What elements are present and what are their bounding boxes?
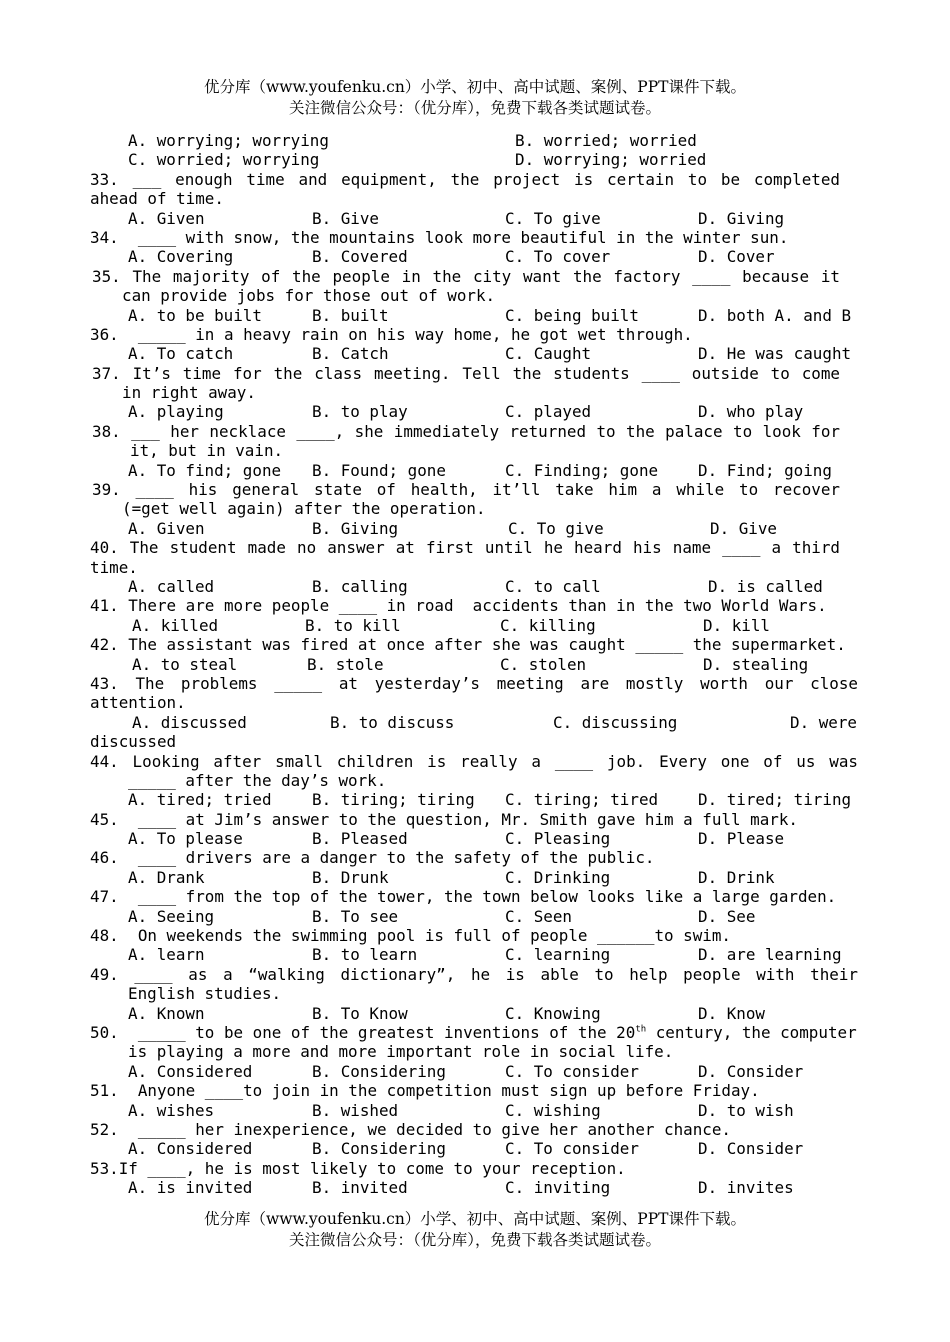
text-line [0,247,950,266]
superscript: th [635,1024,647,1035]
question-list [0,131,950,1197]
text-segment: B. invited [312,1178,408,1198]
text-line [0,344,950,363]
text-line [0,1101,950,1120]
text-line [0,907,950,926]
text-segment: 35. The majority of the people in the city want the factory ____ because it [92,266,840,286]
text-line [0,461,950,480]
text-segment: B. To Know [312,1003,408,1023]
text-line [0,480,950,499]
text-segment: can provide jobs for those out of work. [122,286,496,306]
text-segment: D. who play [698,402,804,422]
text-line [0,771,950,790]
text-segment: B. Give [312,208,379,228]
text-segment: B. stole [307,654,384,674]
text-line [0,752,950,771]
text-segment: C. learning [505,945,611,965]
text-segment: C. Knowing [505,1003,601,1023]
text-line [0,713,950,732]
text-line [0,1139,950,1158]
text-segment: 38. ___ her necklace ____, she immediately returned to the palace to look for [92,421,840,441]
text-segment: B. tiring; tiring [312,790,475,810]
text-segment: B. Drunk [312,867,389,887]
text-segment: 33. ___ enough time and equipment, the project is certain to be completed [90,169,840,189]
text-segment: B. Giving [312,518,399,538]
text-segment: it, but in vain. [130,441,284,461]
text-segment: 47. ____ from the top of the tower, the town below looks like a large garden. [90,887,837,907]
text-line [0,499,950,518]
text-line [0,383,950,402]
text-segment: C. To give [505,208,601,228]
text-segment: D. are learning [698,945,842,965]
text-segment: D. Find; going [698,460,832,480]
text-segment: A. to steal [132,654,238,674]
text-line [0,887,950,906]
text-line [0,674,950,693]
text-segment: 41. There are more people ____ in road accidents than in the two World Wars. [90,596,827,616]
text-segment: A. learn [128,945,205,965]
text-line [0,829,950,848]
text-segment: B. Considering [312,1139,446,1159]
text-segment: B. Covered [312,247,408,267]
text-segment: D. kill [703,615,770,635]
text-segment: B. to learn [312,945,418,965]
text-segment: D. invites [698,1178,794,1198]
page-footer [0,1209,950,1251]
text-segment: B. to discuss [330,712,455,732]
text-segment: A. killed [132,615,219,635]
text-segment: in right away. [122,383,256,403]
text-segment: B. Catch [312,344,389,364]
text-segment: A. to be built [128,305,262,325]
text-segment: 39. ____ his general state of health, it’ll take him a while to recover [92,480,840,500]
text-line [0,286,950,305]
page-header [0,77,950,119]
text-line [0,364,950,383]
text-segment: C. Seen [505,906,572,926]
text-segment: C. To consider [505,1139,639,1159]
text-line [0,984,950,1003]
text-segment: English studies. [128,984,282,1004]
text-segment: 36. _____ in a heavy rain on his way home, he got wet through. [90,324,693,344]
text-segment: A. To find; gone [128,460,282,480]
text-segment: A. playing [128,402,224,422]
text-line [0,558,950,577]
text-line [0,519,950,538]
text-segment: B. Considering [312,1061,446,1081]
text-line [0,1023,950,1042]
text-segment: time. [90,557,138,577]
text-segment: D. He was caught [698,344,852,364]
text-segment: C. discussing [553,712,678,732]
text-segment: D. Giving [698,208,785,228]
text-segment: D. Give [710,518,777,538]
text-segment: attention. [90,693,186,713]
text-segment: B. to play [312,402,408,422]
text-segment: C. being built [505,305,639,325]
text-segment: A. Seeing [128,906,215,926]
text-segment: C. stolen [500,654,587,674]
text-segment: B. to kill [305,615,401,635]
text-segment: B. Found; gone [312,460,446,480]
text-segment: (=get well again) after the operation. [122,499,486,519]
text-segment: ahead of time. [90,189,224,209]
text-segment: 51. Anyone ____to join in the competition must sign up before Friday. [90,1081,760,1101]
text-segment: B. built [312,305,389,325]
text-line [0,1081,950,1100]
text-segment: D. See [698,906,756,926]
text-segment: _____ after the day’s work. [128,770,387,790]
text-segment: is playing a more and more important role in social life. [128,1042,674,1062]
text-segment: A. wishes [128,1100,215,1120]
text-segment: B. wished [312,1100,399,1120]
text-segment: D. to wish [698,1100,794,1120]
text-segment: A. To please [128,829,243,849]
text-line [0,732,950,751]
text-segment: 42. The assistant was fired at once after she was caught _____ the supermarket. [90,635,846,655]
text-segment: A. tired; tried [128,790,272,810]
text-segment: 52. _____ her inexperience, we decided to give her another chance. [90,1119,731,1139]
text-segment: D. Consider [698,1061,804,1081]
text-segment: A. To catch [128,344,234,364]
text-segment: C. Caught [505,344,592,364]
text-line [0,209,950,228]
text-segment: 37. It’s time for the class meeting. Tell the students ____ outside to come [92,363,840,383]
text-line [0,868,950,887]
text-segment: D. Drink [698,867,775,887]
text-line [0,441,950,460]
footer-line-2: 关注微信公众号：（优分库），免费下载各类试题试卷。 [288,1231,661,1249]
text-segment: D. both A. and B [698,305,852,325]
text-segment: D. stealing [703,654,809,674]
text-line [0,150,950,169]
text-line [0,1042,950,1061]
text-line [0,1159,950,1178]
text-segment: B. worried; worried [515,131,697,150]
text-line [0,422,950,441]
text-segment: B. To see [312,906,399,926]
text-segment: A. worrying; worrying [128,131,329,150]
text-line [0,1004,950,1023]
text-segment: A. Considered [128,1139,253,1159]
text-line [0,848,950,867]
text-segment: C. tiring; tired [505,790,659,810]
text-segment: C. to call [505,576,601,596]
text-line [0,306,950,325]
text-segment: C. Drinking [505,867,611,887]
text-line [0,965,950,984]
text-segment: A. Known [128,1003,205,1023]
text-segment: D. Know [698,1003,765,1023]
text-segment: B. Pleased [312,829,408,849]
text-segment: A. Drank [128,867,205,887]
footer-line-1: 优分库（www.youfenku.cn）小学、初中、高中试题、案例、PPT课件下载。 [203,1210,747,1228]
text-segment: A. Given [128,208,205,228]
text-segment: C. To give [508,518,604,538]
text-segment: C. Pleasing [505,829,611,849]
text-segment: 34. ____ with snow, the mountains look more beautiful in the winter sun. [90,227,789,247]
text-line [0,267,950,286]
text-line [0,616,950,635]
text-segment: C. worried; worrying [128,150,320,170]
text-line [0,1120,950,1139]
text-segment: C. inviting [505,1178,611,1198]
text-segment: D. worrying; worried [515,150,707,170]
text-line [0,538,950,557]
text-segment: 43. The problems _____ at yesterday’s meeting are mostly worth our close [90,673,858,693]
text-line [0,655,950,674]
text-line [0,325,950,344]
text-line [0,693,950,712]
text-segment: D. were [790,712,857,732]
text-line [0,596,950,615]
text-segment: 53.If ____, he is most likely to come to your reception. [90,1158,626,1178]
text-segment: 49. ____ as a “walking dictionary”, he is able to help people with their [90,964,858,984]
text-segment: discussed [90,732,177,752]
text-line [0,635,950,654]
text-line [0,170,950,189]
text-line [0,926,950,945]
text-line [0,1062,950,1081]
text-segment: A. Covering [128,247,234,267]
text-line [0,131,950,150]
text-segment: A. is invited [128,1178,253,1198]
text-segment: C. To cover [505,247,611,267]
text-segment: C. killing [500,615,596,635]
text-segment: D. Please [698,829,785,849]
header-line-2: 关注微信公众号：（优分库），免费下载各类试题试卷。 [288,99,661,117]
text-segment: D. is called [708,576,823,596]
text-line [0,228,950,247]
text-line [0,577,950,596]
text-segment: 40. The student made no answer at first until he heard his name ____ a third [90,538,840,558]
text-line [0,402,950,421]
text-segment: D. Consider [698,1139,804,1159]
text-segment: 45. ____ at Jim’s answer to the question, Mr. Smith gave him a full mark. [90,809,798,829]
text-segment: C. Finding; gone [505,460,659,480]
text-segment: B. calling [312,576,408,596]
text-segment: A. called [128,576,215,596]
text-segment: 48. On weekends the swimming pool is full of people ______to swim. [90,926,731,946]
text-segment: A. discussed [132,712,247,732]
header-line-1: 优分库（www.youfenku.cn）小学、初中、高中试题、案例、PPT课件下载。 [203,78,747,96]
text-segment: D. Cover [698,247,775,267]
text-segment: A. Considered [128,1061,253,1081]
text-line [0,945,950,964]
text-segment: 46. ____ drivers are a danger to the safety of the public. [90,848,655,868]
text-segment: 50. _____ to be one of the greatest inventions of the 20th century, the computer [90,1022,857,1042]
text-segment: C. wishing [505,1100,601,1120]
text-segment: C. To consider [505,1061,639,1081]
text-segment: C. played [505,402,592,422]
text-segment: 44. Looking after small children is really a ____ job. Every one of us was [90,751,858,771]
text-line [0,790,950,809]
text-segment: D. tired; tiring [698,790,852,810]
text-line [0,1178,950,1197]
text-segment: A. Given [128,518,205,538]
text-line [0,810,950,829]
text-line [0,189,950,208]
